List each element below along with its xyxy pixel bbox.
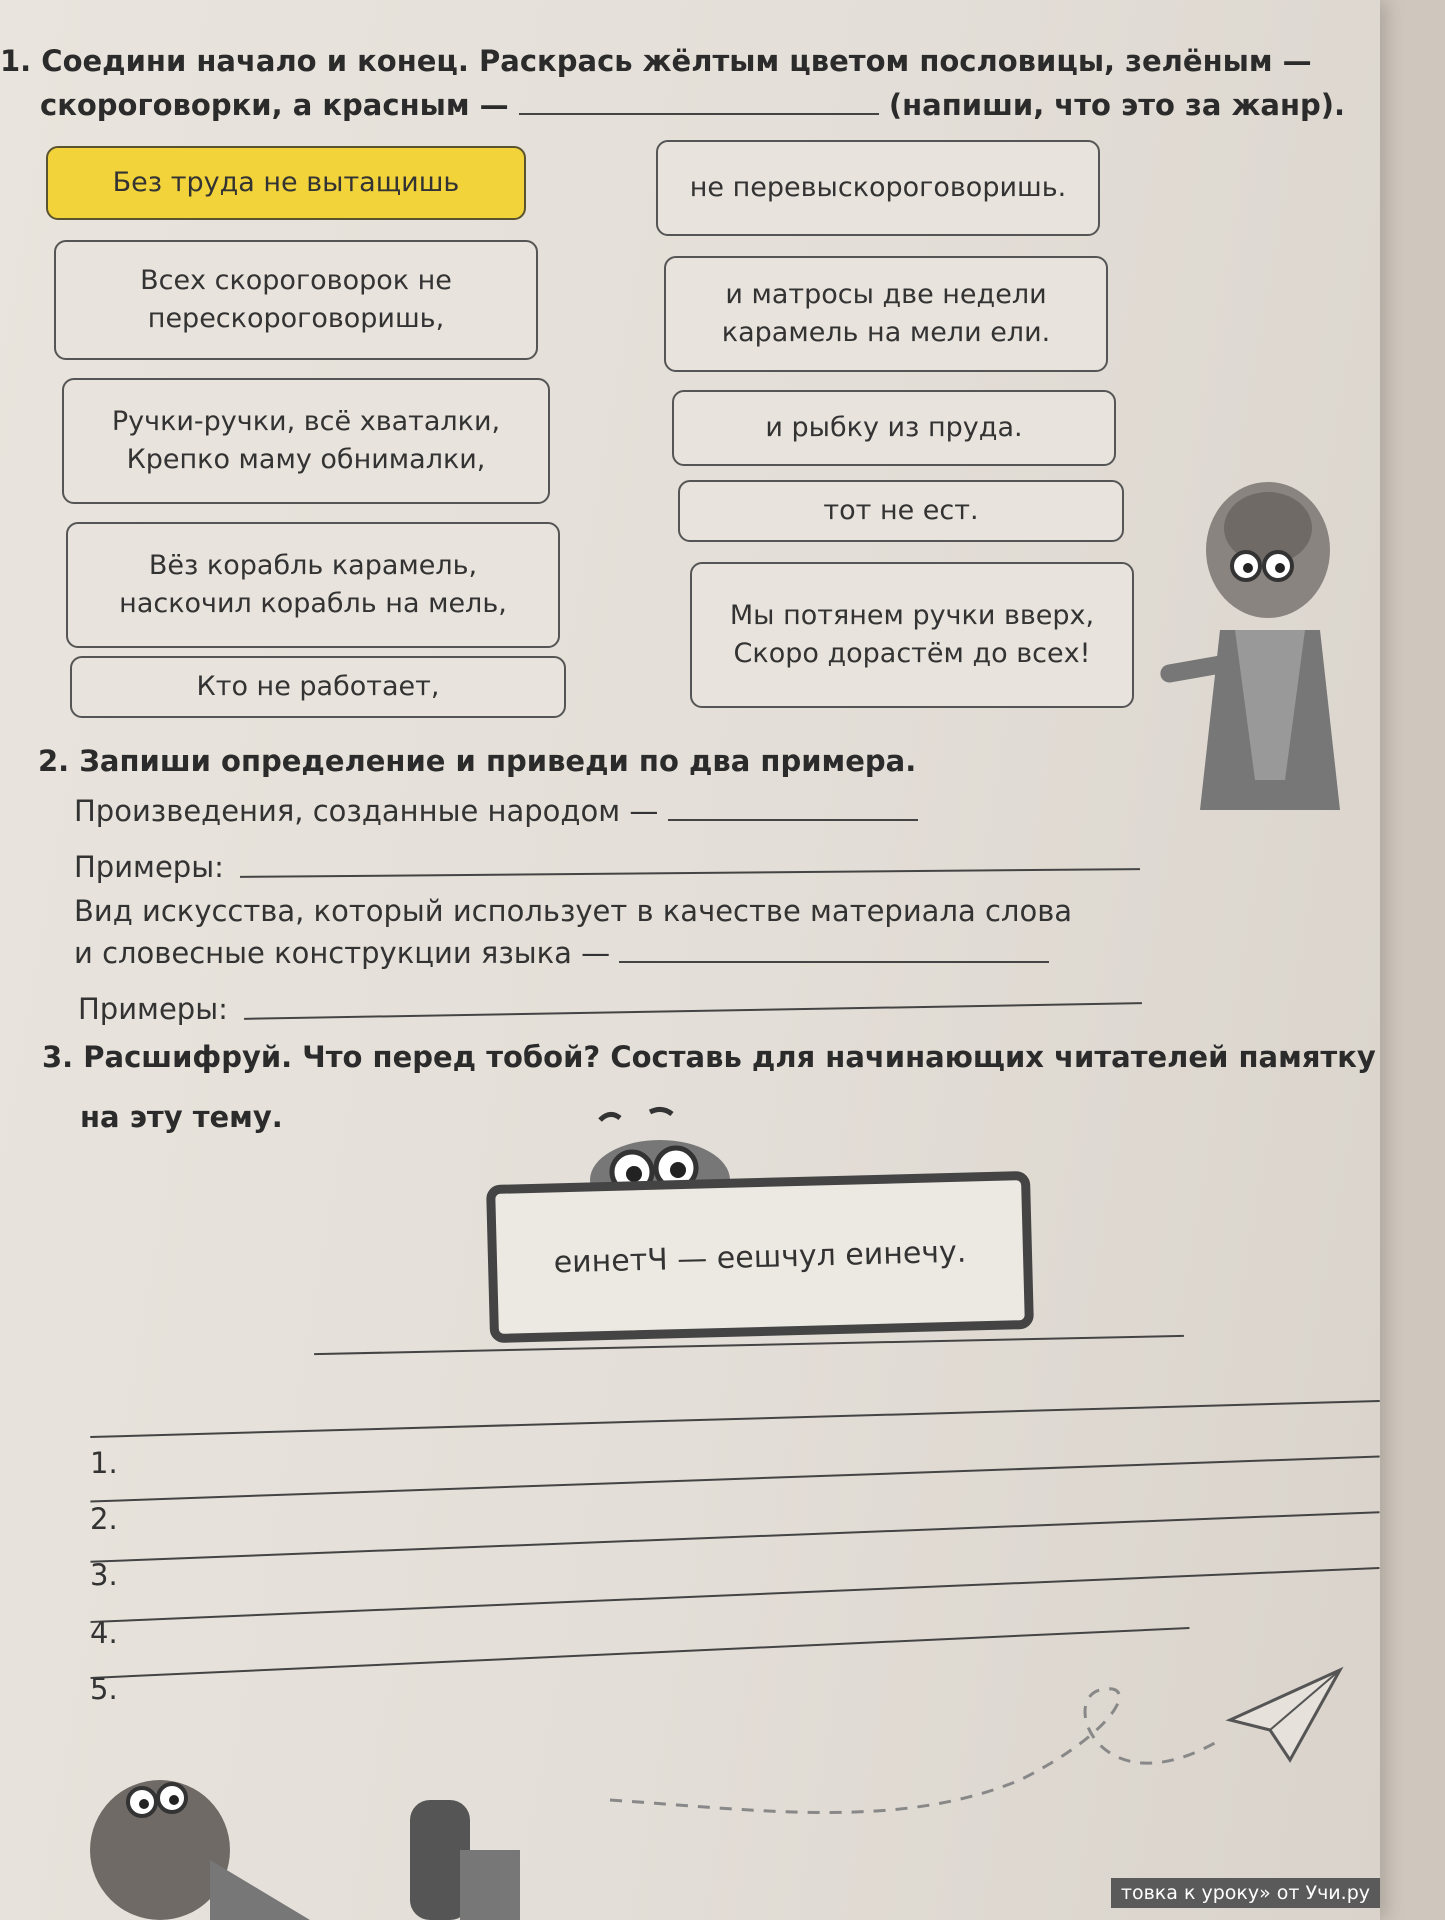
- end-box-4[interactable]: [678, 480, 1124, 542]
- definition-2-blank[interactable]: [619, 961, 1049, 963]
- examples-label-2: Примеры:: [78, 992, 228, 1026]
- start-box-5[interactable]: [70, 656, 566, 718]
- definition-2-line2: [74, 936, 1049, 970]
- end-box-2[interactable]: [664, 256, 1108, 372]
- list-number-1: 1.: [90, 1446, 118, 1480]
- list-number-3: 3.: [90, 1558, 118, 1592]
- box-text: Вёз корабль карамель,: [148, 550, 478, 581]
- cipher-box: [486, 1171, 1034, 1343]
- box-text: и рыбку из пруда.: [765, 412, 1023, 443]
- box-text: перескороговоришь,: [147, 303, 445, 334]
- examples-label-1: Примеры:: [74, 850, 224, 884]
- mascot-bottom-left-icon: [90, 1740, 320, 1920]
- footer-credit: товка к уроку» от Учи.ру: [1111, 1878, 1380, 1908]
- task1-title-line1: 1. Соедини начало и конец. Раскрась жёлтым цветом пословицы, зелёным —: [0, 44, 1312, 78]
- task3-title-line2: на эту тему.: [80, 1100, 283, 1134]
- definition-2-line1: Вид искусства, который использует в качестве материала слова: [74, 894, 1073, 928]
- proverb-start-box-1[interactable]: [46, 146, 526, 220]
- examples-2-answer-line[interactable]: [244, 1002, 1142, 1020]
- cipher-text: еинетЧ — еешчул еинечу.: [553, 1234, 967, 1280]
- list-number-2: 2.: [90, 1502, 118, 1536]
- start-box-4[interactable]: [66, 522, 560, 648]
- task1-title-part2: скороговорки, а красным —: [40, 88, 509, 122]
- box-text: Мы потянем ручки вверх,: [729, 600, 1095, 631]
- box-text: карамель на мели ели.: [721, 317, 1051, 348]
- definition-1-blank[interactable]: [668, 819, 918, 821]
- paper-plane-icon: [600, 1660, 1340, 1860]
- start-box-2[interactable]: [54, 240, 538, 360]
- end-box-5[interactable]: [690, 562, 1134, 708]
- task1-title-line2: [40, 88, 1345, 122]
- task3-title-line1: 3. Расшифруй. Что перед тобой? Составь для начинающих читателей памятку: [42, 1040, 1376, 1074]
- answer-line-0[interactable]: [314, 1335, 1184, 1355]
- genre-blank[interactable]: [519, 113, 879, 115]
- start-box-3[interactable]: [62, 378, 550, 504]
- answer-line-4[interactable]: [91, 1567, 1380, 1623]
- examples-1-answer-line[interactable]: [240, 868, 1140, 878]
- box-text: не перевыскороговоришь.: [689, 172, 1067, 203]
- box-text: Ручки-ручки, всё хваталки,: [111, 406, 501, 437]
- box-text: Всех скороговорок не: [140, 265, 452, 296]
- definition-1-text: Произведения, созданные народом —: [74, 794, 659, 828]
- answer-line-1[interactable]: [90, 1400, 1380, 1438]
- definition-1: [74, 794, 918, 828]
- box-text: и матросы две недели: [725, 279, 1047, 310]
- mascot-bottom-center-icon: [400, 1790, 520, 1920]
- box-text: Кто не работает,: [196, 671, 440, 702]
- box-text: тот не ест.: [823, 495, 979, 526]
- box-text: наскочил корабль на мель,: [119, 588, 507, 619]
- list-number-5: 5.: [90, 1672, 118, 1706]
- box-text: Крепко маму обнималки,: [126, 444, 486, 475]
- answer-line-3[interactable]: [90, 1511, 1379, 1563]
- end-box-3[interactable]: [672, 390, 1116, 466]
- list-number-4: 4.: [90, 1616, 118, 1650]
- end-box-1[interactable]: [656, 140, 1100, 236]
- answer-line-2[interactable]: [90, 1455, 1379, 1502]
- task1-title-hint: (напиши, что это за жанр).: [888, 88, 1346, 122]
- box-text: Скоро дорастём до всех!: [733, 638, 1091, 669]
- mascot-girl-icon: [1160, 480, 1370, 810]
- box-text: Без труда не вытащишь: [112, 167, 460, 198]
- task2-title: 2. Запиши определение и приведи по два примера.: [38, 744, 917, 778]
- definition-2-text: и словесные конструкции языка —: [74, 936, 611, 970]
